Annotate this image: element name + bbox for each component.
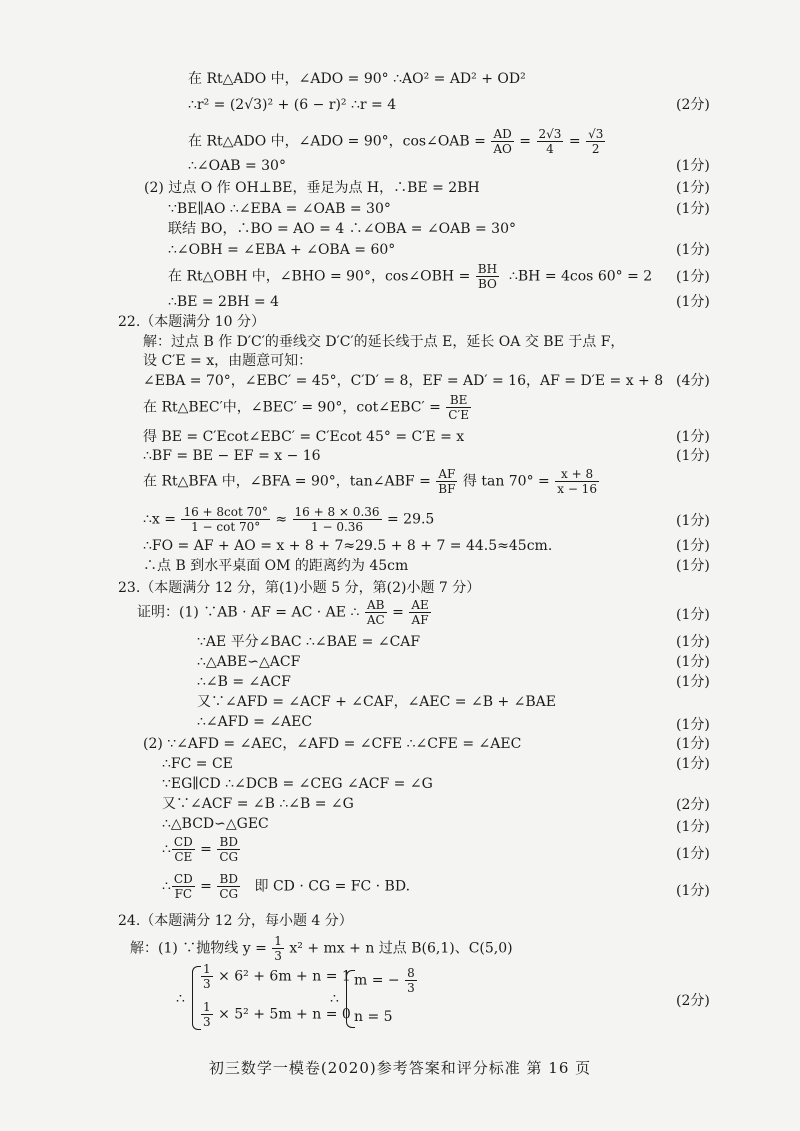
score: (1分) (676, 654, 710, 670)
fraction: $\frac{AD}{AO}$ (493, 127, 512, 156)
equation-1: $\frac{1}{3}$ × 6² + 6m + n = 1 (203, 962, 351, 991)
fraction: $\frac{BD}{CG}$ (219, 872, 239, 901)
q22-line-3: ∠EBA = 70°，∠EBC′ = 45°，C′D′ = 8，EF = AD′ = 16，AF = D′E = x + 8 (143, 373, 664, 389)
q23-line-9: ∵EG∥CD ∴∠DCB = ∠CEG ∠ACF = ∠G (162, 776, 433, 792)
q23-line-2: ∵AE 平分∠BAC ∴∠BAE = ∠CAF (197, 634, 421, 650)
q23-line-3: ∴△ABE∽△ACF (197, 654, 301, 670)
therefore-symbol-2: ∴ (330, 991, 339, 1007)
score: (1分) (676, 717, 710, 733)
score: (4分) (676, 373, 710, 389)
page-footer: 初三数学一模卷(2020)参考答案和评分标准 第 16 页 (208, 1059, 592, 1077)
q23-line-1: 证明：(1) ∵AB · AF = AC · AE ∴ $\frac{AB}{AC}$ = $\frac{AE}{AF}$ (137, 598, 429, 627)
fraction: $\frac{BH}{BO}$ (477, 262, 498, 291)
q21-line-5: (2) 过点 O 作 OH⊥BE，垂足为点 H，∴BE = 2BH (144, 180, 480, 196)
score: (1分) (676, 180, 710, 196)
score: (1分) (676, 756, 710, 772)
q24-line-1: 解：(1) ∵抛物线 y = $\frac{1}{3}$ x² + mx + n 过点 B(6,1)、C(5,0) (130, 934, 513, 963)
q21-line-10: ∴BE = 2BH = 4 (168, 294, 279, 310)
score: (1分) (676, 819, 710, 835)
q23-line-6: ∴∠AFD = ∠AEC (197, 714, 313, 730)
fraction: $\frac{1}{3}$ (274, 934, 282, 963)
solution-m: m = − $\frac{8}{3}$ (354, 966, 415, 995)
score: (1分) (676, 269, 710, 285)
q23-line-4: ∴∠B = ∠ACF (197, 674, 291, 690)
fraction: $\frac{AB}{AC}$ (366, 598, 385, 627)
q23-line-5: 又∵∠AFD = ∠ACF + ∠CAF，∠AEC = ∠B + ∠BAE (197, 694, 556, 710)
fraction: $\frac{16 + 8\cot 70^\circ}{1 - \cot 70^\circ}$ (183, 505, 268, 534)
score: (1分) (676, 883, 710, 899)
solution-n: n = 5 (354, 1009, 393, 1025)
q21-line-2: ∴r² = (2√3)² + (6 − r)² ∴r = 4 (188, 97, 397, 113)
q23-line-8: ∴FC = CE (162, 756, 233, 772)
score: (1分) (676, 538, 710, 554)
score: (1分) (676, 513, 710, 529)
score: (1分) (676, 158, 710, 174)
q22-line-8: ∴x = $\frac{16 + 8\cot 70^\circ}{1 - \cot 70^\circ}$ ≈ $\frac{16 + 8 \times 0.36}{1 - 0.36}$ = 29.5 (143, 505, 435, 534)
q21-line-7: 联结 BO，∴BO = AO = 4 ∴∠OBA = ∠OAB = 30° (168, 221, 516, 237)
q23-line-11: ∴△BCD∽△GEC (162, 816, 269, 832)
q22-line-10: ∴点 B 到水平桌面 OM 的距离约为 45cm (143, 558, 409, 574)
q22-line-7: 在 Rt△BFA 中，∠BFA = 90°，tan∠ABF = $\frac{AF}{BF}$ 得 tan 70° = $\frac{x + 8}{x - 16}$ (143, 467, 597, 496)
score: (1分) (676, 242, 710, 258)
q21-line-4: ∴∠OAB = 30° (188, 158, 286, 174)
fraction: $\frac{CD}{CE}$ (173, 835, 193, 864)
score: (2分) (676, 993, 710, 1009)
q22-line-1: 解：过点 B 作 D′C′的垂线交 D′C′的延长线于点 E，延长 OA 交 BE 于点 F， (143, 334, 625, 350)
q23-line-12: ∴ $\frac{CD}{CE}$ = $\frac{BD}{CG}$ (162, 835, 239, 864)
score: (2分) (676, 97, 710, 113)
q21-line-3: 在 Rt△ADO 中，∠ADO = 90°，cos∠OAB = $\frac{AD}{AO}$ = $\frac{2√3}{4}$ = $\frac{√3}{2}$ (188, 127, 604, 156)
fraction: $\frac{√3}{2}$ (588, 127, 604, 156)
q22-line-4: 在 Rt△BEC′中，∠BEC′ = 90°，cot∠EBC′ = $\frac{BE}{C'E}$ (143, 393, 469, 422)
q22-line-5: 得 BE = C′Ecot∠EBC′ = C′Ecot 45° = C′E = x (143, 429, 465, 445)
score: (1分) (676, 294, 710, 310)
score: (1分) (676, 634, 710, 650)
fraction: $\frac{x + 8}{x - 16}$ (557, 467, 597, 496)
q23-heading: 23.（本题满分 12 分，第(1)小题 5 分，第(2)小题 7 分） (118, 580, 481, 596)
fraction: $\frac{CD}{FC}$ (173, 872, 193, 901)
q21-line-1: 在 Rt△ADO 中，∠ADO = 90° ∴AO² = AD² + OD² (188, 71, 526, 87)
q21-line-9: 在 Rt△OBH 中，∠BHO = 90°，cos∠OBH = $\frac{BH}{BO}$ ∴BH = 4cos 60° = 2 (168, 262, 653, 291)
score: (2分) (676, 797, 710, 813)
q22-line-2: 设 C′E = x，由题意可知： (143, 353, 313, 369)
equation-2: $\frac{1}{3}$ × 5² + 5m + n = 0 (203, 1000, 351, 1029)
score: (1分) (676, 558, 710, 574)
therefore-symbol: ∴ (176, 991, 185, 1007)
q23-line-13: ∴ $\frac{CD}{FC}$ = $\frac{BD}{CG}$ 即 CD · CG = FC · BD. (162, 872, 411, 901)
fraction: $\frac{BD}{CG}$ (219, 835, 239, 864)
score: (1分) (676, 736, 710, 752)
q21-line-8: ∴∠OBH = ∠EBA + ∠OBA = 60° (168, 242, 396, 258)
fraction: $\frac{16 + 8 \times 0.36}{1 - 0.36}$ (294, 505, 380, 534)
score: (1分) (676, 674, 710, 690)
score: (1分) (676, 846, 710, 862)
score: (1分) (676, 201, 710, 217)
fraction: $\frac{AE}{AF}$ (411, 598, 429, 627)
q21-line-6: ∵BE∥AO ∴∠EBA = ∠OAB = 30° (168, 201, 391, 217)
q22-line-9: ∴FO = AF + AO = x + 8 + 7≈29.5 + 8 + 7 = 44.5≈45cm. (143, 538, 553, 554)
score: (1分) (676, 607, 710, 623)
q23-line-10: 又∵∠ACF = ∠B ∴∠B = ∠G (162, 796, 354, 812)
fraction: $\frac{BE}{C'E}$ (448, 393, 469, 422)
q24-heading: 24.（本题满分 12 分，每小题 4 分） (118, 913, 353, 929)
q22-heading: 22.（本题满分 10 分） (118, 314, 265, 330)
q23-line-7: (2) ∵∠AFD = ∠AEC，∠AFD = ∠CFE ∴∠CFE = ∠AEC (143, 736, 522, 752)
fraction: $\frac{AF}{BF}$ (438, 467, 456, 496)
score: (1分) (676, 429, 710, 445)
q22-line-6: ∴BF = BE − EF = x − 16 (143, 448, 321, 464)
score: (1分) (676, 448, 710, 464)
fraction: $\frac{2√3}{4}$ (538, 127, 562, 156)
